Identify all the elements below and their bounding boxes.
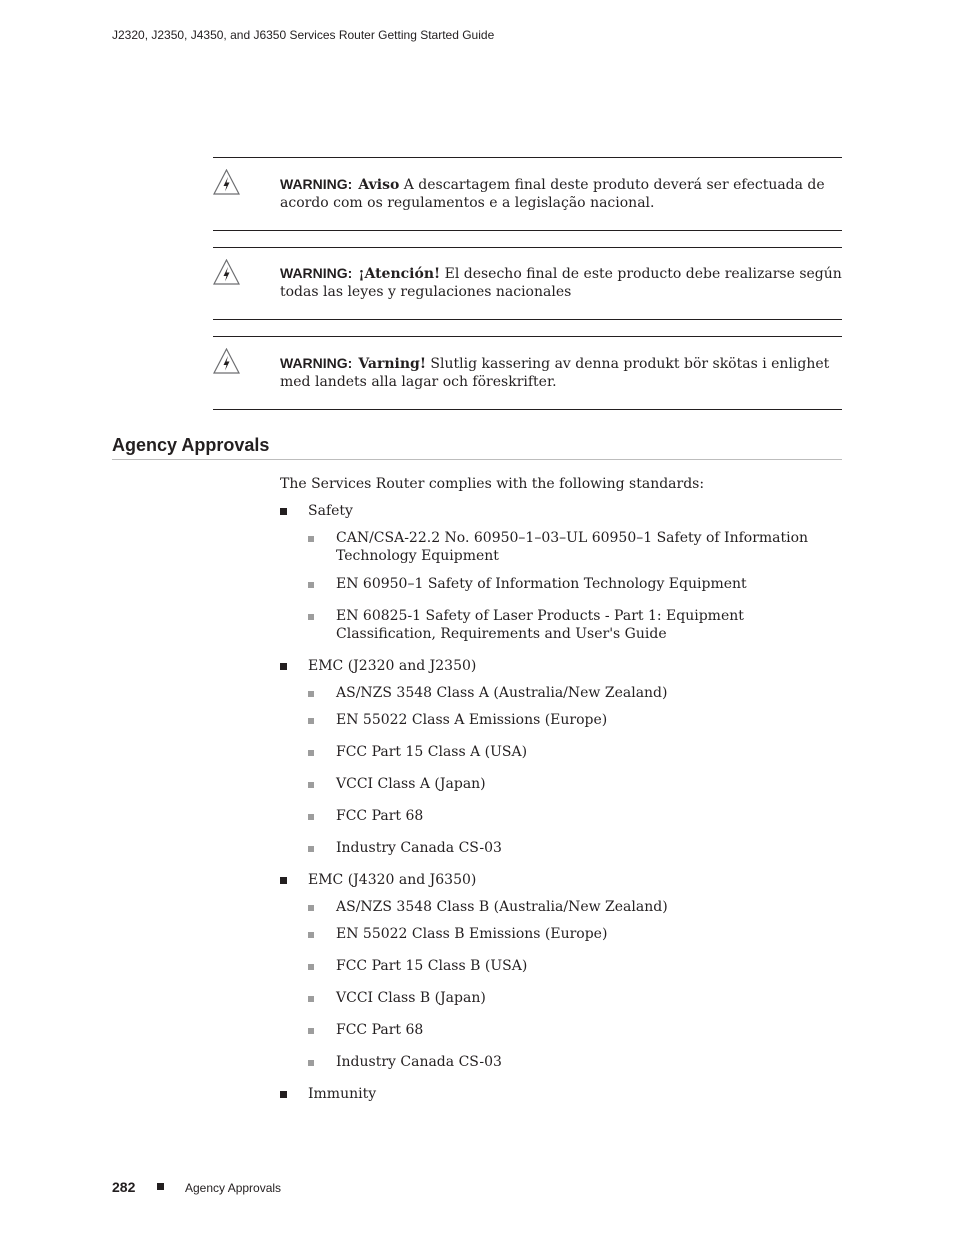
bullet <box>308 905 314 911</box>
sub-list-item-text: FCC Part 68 <box>336 1022 424 1038</box>
warning-message: A descartagem final deste produto deverá ser efectuada de acordo com os regulamentos e a legislação nacional. <box>280 177 825 211</box>
electrical-hazard-icon <box>213 169 240 195</box>
warning-language-label: Aviso <box>358 177 400 193</box>
section-title: Agency Approvals <box>112 435 270 455</box>
sub-list-item-text: AS/NZS 3548 Class B (Australia/New Zealand) <box>336 899 668 915</box>
sub-list-item-text: VCCI Class A (Japan) <box>336 776 486 792</box>
warning-box-swedish <box>213 336 842 410</box>
bullet <box>308 996 314 1002</box>
electrical-hazard-icon <box>213 348 240 374</box>
warning-label: WARNING: <box>280 355 353 371</box>
bullet <box>280 1091 287 1098</box>
sub-list-item-text: FCC Part 15 Class A (USA) <box>336 744 528 760</box>
warning-label: WARNING: <box>280 176 353 192</box>
warning-language-label: ¡Atención! <box>358 266 441 282</box>
bullet <box>308 1028 314 1034</box>
bullet <box>308 1060 314 1066</box>
warning-message: Slutlig kassering av denna produkt bör skötas i enlighet med landets alla lagar och föreskrifter. <box>280 356 830 390</box>
list-item-label: Immunity <box>308 1086 377 1102</box>
warning-box-spanish <box>213 247 842 320</box>
bullet <box>280 663 287 670</box>
sub-list-item-text: VCCI Class B (Japan) <box>336 990 486 1006</box>
warning-language-label: Varning! <box>358 356 426 372</box>
warning-text <box>280 264 842 301</box>
bullet <box>308 582 314 588</box>
sub-list-item-text: AS/NZS 3548 Class A (Australia/New Zealand) <box>336 685 668 701</box>
sub-list-item-text: EN 55022 Class B Emissions (Europe) <box>336 926 608 942</box>
bullet <box>308 782 314 788</box>
warning-box-portuguese <box>213 157 842 231</box>
sub-list-item-text: CAN/CSA-22.2 No. 60950–1–03–UL 60950–1 Safety of Information Technology Equipment <box>336 530 809 564</box>
intro-paragraph: The Services Router complies with the following standards: <box>280 476 705 492</box>
bullet <box>308 718 314 724</box>
footer-section-name: Agency Approvals <box>185 1181 282 1195</box>
bullet <box>308 536 314 542</box>
bullet <box>308 614 314 620</box>
bullet <box>280 508 287 515</box>
list-item-label: Safety <box>308 503 353 519</box>
sub-list-item-text: Industry Canada CS-03 <box>336 840 502 856</box>
warning-text <box>280 175 842 212</box>
sub-list-item-text: EN 60825-1 Safety of Laser Products - Part 1: Equipment Classification, Requirements and User's Guide <box>336 608 744 642</box>
warning-label: WARNING: <box>280 265 353 281</box>
bullet <box>308 964 314 970</box>
warning-message: El desecho final de este producto debe realizarse según todas las leyes y regulaciones nacionales <box>280 266 842 300</box>
bullet <box>308 932 314 938</box>
electrical-hazard-icon <box>213 259 240 285</box>
bullet <box>308 750 314 756</box>
page-number: 282 <box>112 1179 136 1195</box>
sub-list-item-text: FCC Part 15 Class B (USA) <box>336 958 528 974</box>
warning-text <box>280 354 842 391</box>
footer-separator <box>157 1183 164 1190</box>
section-divider <box>112 459 842 460</box>
sub-list-item-text: Industry Canada CS-03 <box>336 1054 502 1070</box>
sub-list-item-text: EN 60950–1 Safety of Information Technology Equipment <box>336 576 747 592</box>
list-item-label: EMC (J4320 and J6350) <box>308 872 477 888</box>
bullet <box>280 877 287 884</box>
bullet <box>308 814 314 820</box>
sub-list-item-text: EN 55022 Class A Emissions (Europe) <box>336 712 608 728</box>
bullet <box>308 846 314 852</box>
bullet <box>308 691 314 697</box>
sub-list-item-text: FCC Part 68 <box>336 808 424 824</box>
list-item-label: EMC (J2320 and J2350) <box>308 658 477 674</box>
running-header: J2320, J2350, J4350, and J6350 Services Router Getting Started Guide <box>112 28 495 42</box>
